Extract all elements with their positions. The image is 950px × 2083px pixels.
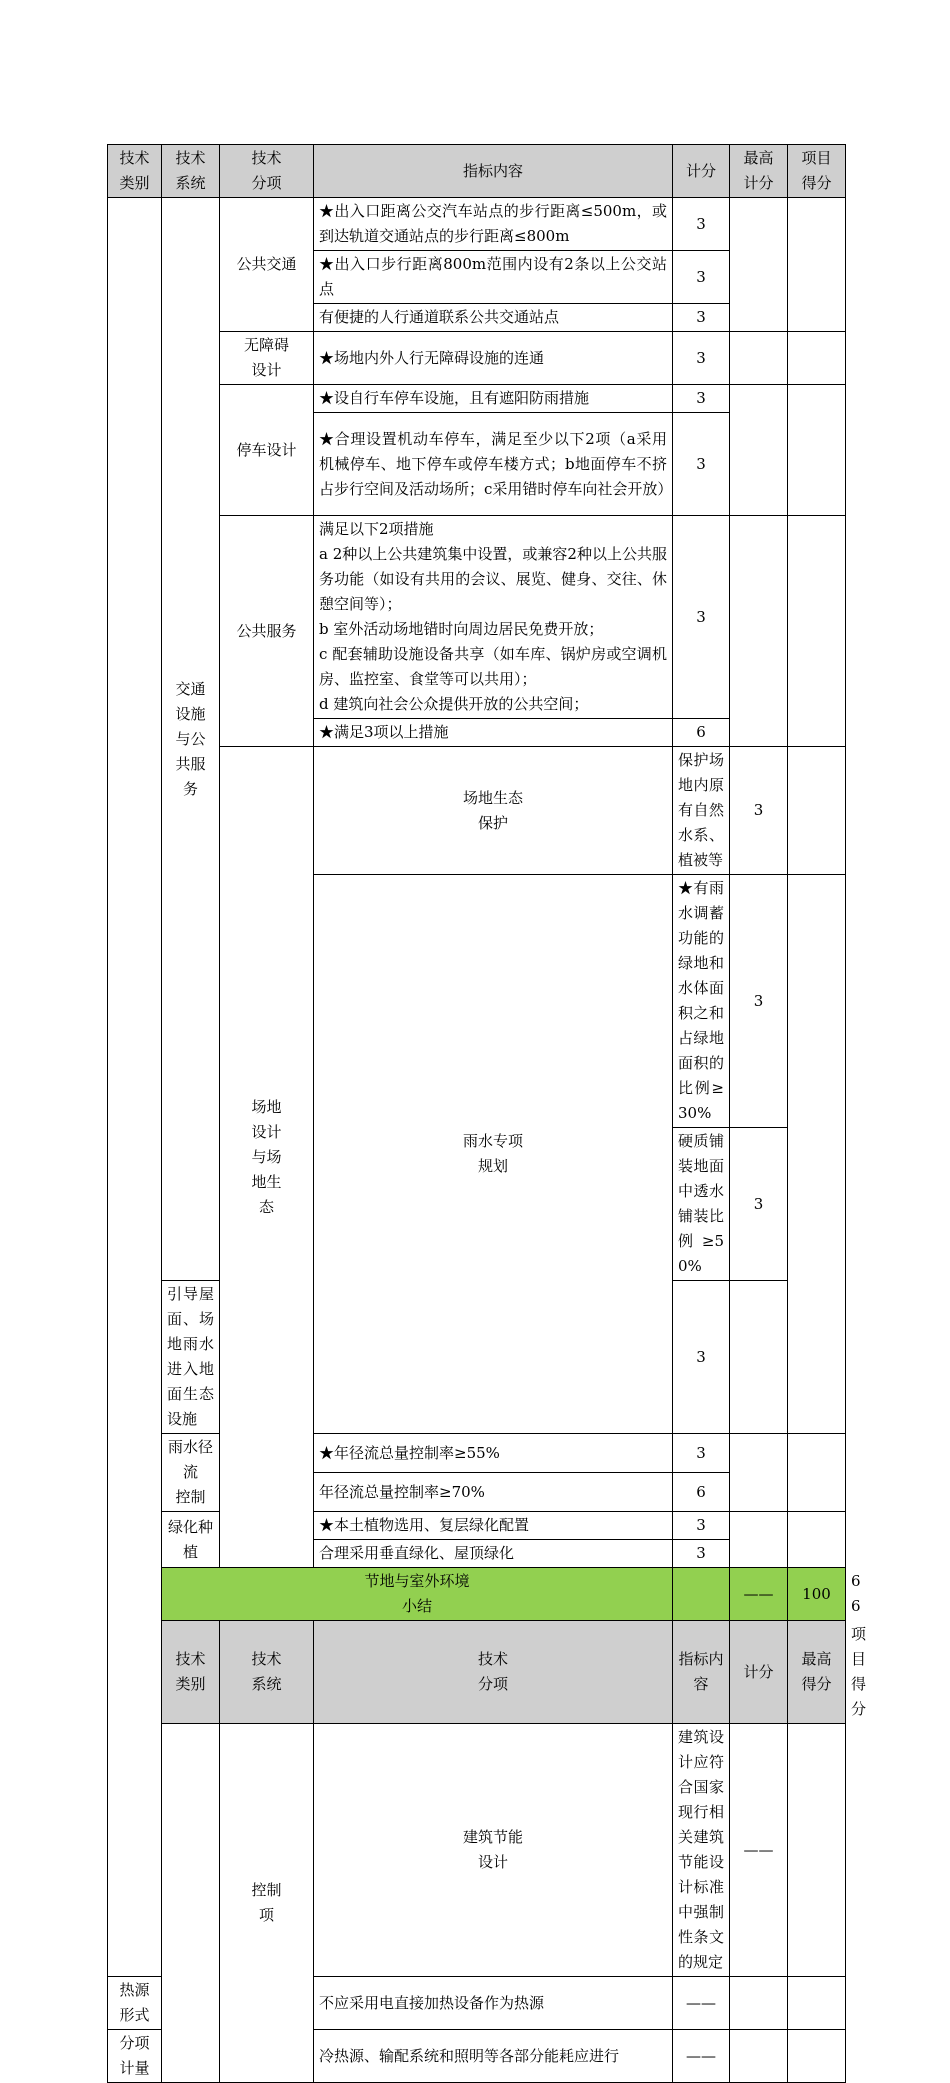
got-score-cell	[788, 1512, 846, 1568]
system-site: 场地 设计 与场 地生 态	[220, 747, 314, 1568]
row-content: 建筑设计应符合国家现行相关建筑节能设计标准中强制性条文的规定	[673, 1724, 730, 1977]
row-score: ——	[673, 2030, 730, 2083]
got-score-cell	[788, 1977, 846, 2030]
max-score-cell	[730, 2030, 788, 2083]
row-content: ★设自行车停车设施，且有遮阳防雨措施	[314, 385, 673, 413]
header-max: 最高 得分	[788, 1621, 846, 1724]
got-score-cell	[788, 332, 846, 385]
row-content: ★本土植物选用、复层绿化配置	[314, 1512, 673, 1540]
row-score: 3	[673, 516, 730, 719]
got-score-cell	[788, 385, 846, 516]
table-header-row: 技术 类别 技术 系统 技术 分项 指标内容 计分 最高 得分 项目 得分	[108, 1621, 846, 1724]
row-score: 3	[673, 1281, 730, 1434]
max-score-cell	[730, 1434, 788, 1512]
row-content: 年径流总量控制率≥70%	[314, 1473, 673, 1512]
header-score: 计分	[730, 1621, 788, 1724]
header-item: 技术 分项	[314, 1621, 673, 1724]
row-content: 保护场地内原有自然水系、植被等	[673, 747, 730, 875]
header-content: 指标内容	[673, 1621, 730, 1724]
row-score: 3	[673, 1540, 730, 1568]
row-score: 3	[730, 747, 788, 875]
summary-row: 节地与室外环境 小结 —— 100 66	[108, 1568, 846, 1621]
got-score-cell	[788, 516, 846, 747]
row-content: ★场地内外人行无障碍设施的连通	[314, 332, 673, 385]
row-score: 6	[673, 1473, 730, 1512]
row-score: 3	[673, 413, 730, 516]
summary-content	[673, 1568, 730, 1621]
row-content: 满足以下2项措施 a 2种以上公共建筑集中设置，或兼容2种以上公共服务功能（如设有共用的会议、展览、健身、交往、休憩空间等）； b 室外活动场地错时向周边居民免费开放； c 配套辅助设施设备共享（如车库、锅炉房或空调机房、监控室、食堂等可以共用）； d 建筑向社会公众提供开放的公共空间；	[314, 516, 673, 719]
got-score-cell	[788, 1434, 846, 1512]
row-content: ★有雨水调蓄功能的绿地和水体面积之和占绿地面积的比例≥30%	[673, 875, 730, 1128]
item-public-service: 公共服务	[220, 516, 314, 747]
row-score: 3	[673, 198, 730, 251]
row-score: ——	[673, 1977, 730, 2030]
row-content: 有便捷的人行通道联系公共交通站点	[314, 304, 673, 332]
item-energy-design: 建筑节能 设计	[314, 1724, 673, 1977]
max-score-cell	[730, 198, 788, 332]
max-score-cell	[730, 332, 788, 385]
max-score-cell	[788, 1724, 846, 1977]
max-score-cell	[730, 1977, 788, 2030]
header-item: 技术 分项	[220, 145, 314, 198]
row-score: 3	[730, 1128, 788, 1281]
header-system: 技术 系统	[162, 145, 220, 198]
row-content: ★出入口步行距离800m范围内设有2条以上公交站点	[314, 251, 673, 304]
table-row	[108, 1434, 846, 1473]
item-greening: 绿化种植	[162, 1512, 220, 1568]
max-score-cell	[730, 516, 788, 747]
category-cell	[162, 1724, 220, 2083]
table-row	[108, 1724, 846, 1977]
got-score-cell	[788, 2030, 846, 2083]
header-score: 计分	[673, 145, 730, 198]
row-content: ★年径流总量控制率≥55%	[314, 1434, 673, 1473]
item-rainwater-plan: 雨水专项 规划	[314, 875, 673, 1434]
max-score-cell	[730, 385, 788, 516]
row-score: ——	[730, 1724, 788, 1977]
row-score: 3	[673, 251, 730, 304]
item-parking: 停车设计	[220, 385, 314, 516]
header-system: 技术 系统	[220, 1621, 314, 1724]
row-content: 不应采用电直接加热设备作为热源	[314, 1977, 673, 2030]
item-eco-protect: 场地生态 保护	[314, 747, 673, 875]
row-content: 硬质铺装地面中透水铺装比例≥50%	[673, 1128, 730, 1281]
max-score-cell	[788, 875, 846, 1434]
got-score-cell	[788, 198, 846, 332]
table-header-row	[108, 145, 846, 198]
item-barrier-free: 无障碍 设计	[220, 332, 314, 385]
row-score: 6	[673, 719, 730, 747]
row-score: 3	[673, 385, 730, 413]
row-content: ★出入口距离公交汽车站点的步行距离≤500m，或到达轨道交通站点的步行距离≤800m	[314, 198, 673, 251]
evaluation-table	[107, 144, 867, 2083]
header-content: 指标内容	[314, 145, 673, 198]
header-category: 技术 类别	[108, 145, 162, 198]
row-score: 3	[673, 1512, 730, 1540]
table-row	[108, 1512, 846, 1540]
system-control: 控制 项	[220, 1724, 314, 2083]
header-got: 项目 得分	[788, 145, 846, 198]
row-score: 3	[730, 875, 788, 1128]
item-sub-metering: 分项计量	[108, 2030, 162, 2083]
header-max: 最高 计分	[730, 145, 788, 198]
row-score: 3	[673, 304, 730, 332]
max-score-cell	[730, 1512, 788, 1568]
row-content: 合理采用垂直绿化、屋顶绿化	[314, 1540, 673, 1568]
summary-max: 100	[788, 1568, 846, 1621]
row-content: 冷热源、输配系统和照明等各部分能耗应进行	[314, 2030, 673, 2083]
item-runoff-control: 雨水径流 控制	[162, 1434, 220, 1512]
max-score-cell	[788, 747, 846, 875]
row-score: 3	[673, 332, 730, 385]
row-content: 引导屋面、场地雨水进入地面生态设施	[162, 1281, 220, 1434]
item-heat-source: 热源形式	[108, 1977, 162, 2030]
category-cell	[108, 198, 162, 1977]
row-content: ★满足3项以上措施	[314, 719, 673, 747]
row-score: 3	[673, 1434, 730, 1473]
summary-score: ——	[730, 1568, 788, 1621]
header-category: 技术 类别	[162, 1621, 220, 1724]
row-content: ★合理设置机动车停车，满足至少以下2项（a采用机械停车、地下停车或停车楼方式；b地面停车不挤占步行空间及活动场所；c采用错时停车向社会开放）	[314, 413, 673, 516]
summary-label: 节地与室外环境 小结	[162, 1568, 673, 1621]
table-row	[108, 198, 846, 251]
item-public-transit: 公共交通	[220, 198, 314, 332]
system-transport: 交通 设施 与公 共服 务	[162, 198, 220, 1281]
